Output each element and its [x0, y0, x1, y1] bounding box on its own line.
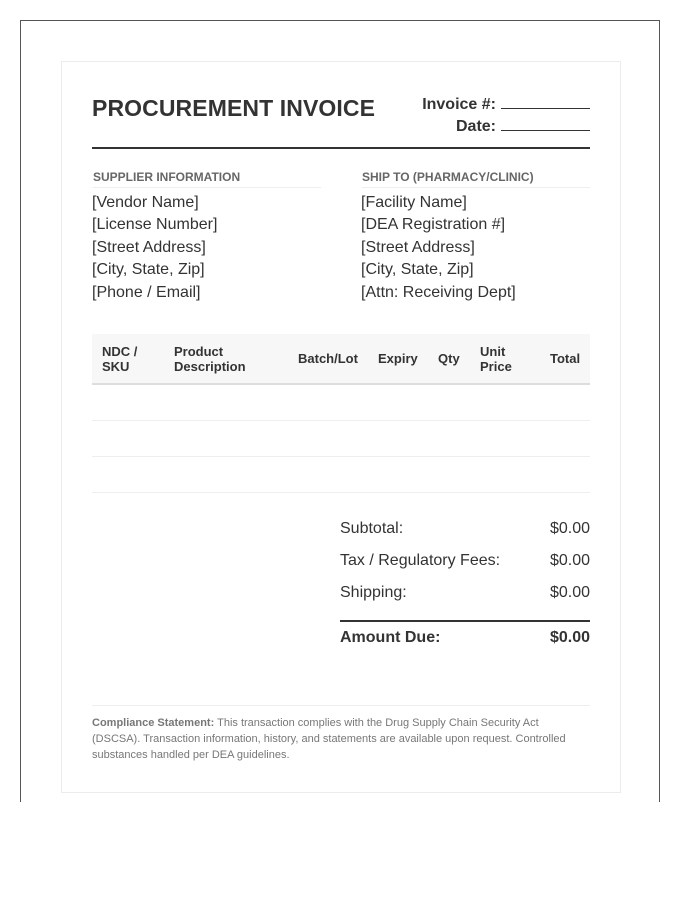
line-items-table [92, 334, 590, 493]
invoice-number-blank[interactable] [501, 94, 590, 109]
table-cell[interactable] [428, 457, 470, 493]
ship-to-line: [City, State, Zip] [361, 261, 474, 279]
ship-to-line: [Street Address] [361, 238, 475, 256]
table-header-row [92, 334, 590, 384]
shipping-label: Shipping: [340, 584, 407, 601]
column-header-batch-lot: Batch/Lot [298, 351, 358, 366]
invoice-number-row [422, 94, 590, 114]
table-cell[interactable] [288, 421, 368, 457]
table-row[interactable] [92, 457, 590, 493]
column-header-expiry: Expiry [378, 351, 418, 366]
totals-divider [340, 620, 590, 622]
subtotal-value: $0.00 [549, 520, 590, 537]
supplier-line: [Vendor Name] [92, 194, 199, 211]
supplier-line: [Street Address] [92, 238, 206, 256]
table-cell[interactable] [368, 457, 428, 493]
compliance-statement [92, 715, 590, 763]
table-cell[interactable] [428, 384, 470, 421]
invoice-number-label: Invoice #: [422, 96, 496, 113]
supplier-line: [Phone / Email] [92, 283, 201, 301]
table-cell[interactable] [92, 457, 164, 493]
ship-to-address [361, 192, 516, 304]
column-header-qty: Qty [438, 351, 460, 366]
amount-due-value: $0.00 [549, 629, 590, 646]
table-cell[interactable] [288, 384, 368, 421]
ship-to-line: [DEA Registration #] [361, 216, 506, 234]
supplier-line: [City, State, Zip] [92, 261, 205, 279]
supplier-line: [License Number] [92, 216, 218, 234]
shipping-value: $0.00 [549, 584, 590, 601]
table-cell[interactable] [428, 421, 470, 457]
table-cell[interactable] [540, 384, 590, 421]
table-cell[interactable] [540, 421, 590, 457]
column-header-ndc-sku: NDC / SKU [102, 343, 138, 374]
header-divider [92, 147, 590, 149]
table-cell[interactable] [288, 457, 368, 493]
table-cell[interactable] [470, 421, 540, 457]
tax-label: Tax / Regulatory Fees: [340, 552, 501, 569]
tax-value: $0.00 [549, 552, 590, 569]
table-cell[interactable] [164, 384, 288, 421]
table-cell[interactable] [368, 384, 428, 421]
column-header-product-description: Product Description [174, 343, 246, 374]
invoice-date-blank[interactable] [501, 116, 590, 131]
amount-due-label: Amount Due: [340, 629, 441, 646]
invoice-date-label: Date: [455, 118, 496, 135]
ship-to-line: [Facility Name] [361, 194, 467, 211]
table-cell[interactable] [92, 384, 164, 421]
table-row[interactable] [92, 384, 590, 421]
table-cell[interactable] [164, 457, 288, 493]
supplier-address [92, 192, 217, 304]
table-row[interactable] [92, 421, 590, 457]
table-cell[interactable] [368, 421, 428, 457]
table-cell[interactable] [540, 457, 590, 493]
table-cell[interactable] [470, 384, 540, 421]
column-header-total: Total [550, 351, 581, 366]
subtotal-label: Subtotal: [340, 520, 404, 537]
table-cell[interactable] [92, 421, 164, 457]
table-cell[interactable] [470, 457, 540, 493]
ship-to-section-title: SHIP TO (PHARMACY/CLINIC) [362, 170, 590, 188]
column-header-unit-price: Unit Price [480, 343, 512, 374]
compliance-text: This transaction complies with the Drug Supply Chain Security Act (DSCSA). Transaction information, history, and statements are available upon request. Controlled substances handled per DEA guidelines. [92, 717, 566, 761]
invoice-title: PROCUREMENT INVOICE [92, 95, 376, 121]
ship-to-line: [Attn: Receiving Dept] [361, 283, 516, 301]
compliance-label: Compliance Statement: [92, 717, 215, 729]
footer-divider [92, 705, 590, 706]
supplier-section-title: SUPPLIER INFORMATION [93, 170, 321, 188]
table-cell[interactable] [164, 421, 288, 457]
invoice-date-row [456, 116, 590, 136]
